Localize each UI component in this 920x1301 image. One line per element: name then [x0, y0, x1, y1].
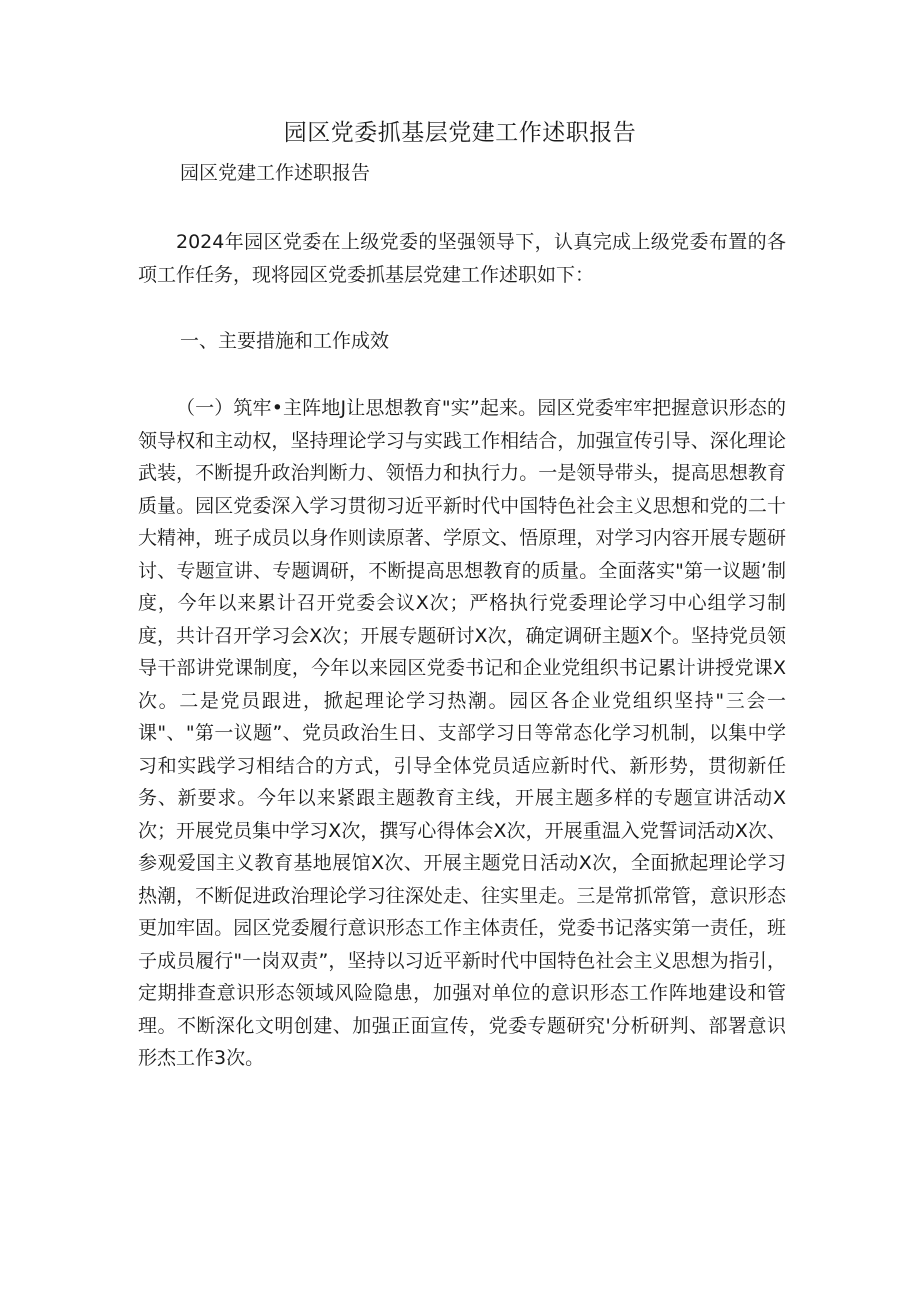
intro-paragraph: 2024年园区党委在上级党委的坚强领导下，认真完成上级党委布置的各项工作任务，现将园区党委抓基层党建工作述职如下： [138, 231, 786, 286]
document-subtitle: 园区党建工作述职报告 [180, 162, 371, 184]
document-title: 园区党委抓基层党建工作述职报告 [283, 120, 637, 146]
section-heading: 一、主要措施和工作成效 [180, 330, 390, 352]
section-paragraph: （一）筑牢•主阵地J让思想教育"实”起来。园区党委牢牢把握意识形态的领导权和主动权，坚持理论学习与实践工作相结合，加强宣传引导、深化理论武装，不断提升政治判断力、领悟力和执行力。一是领导带头，提高思想教育质量。园区党委深入学习贯彻习近平新时代中国特色社会主义思想和党的二十大精神，班子成员以身作则读原著、学原文、悟原理，对学习内容开展专题研讨、专题宣讲、专题调研，不断提高思想教育的质量。全面落实"第一议题’制度，今年以来累计召开党委会议X次；严格执行党委理论学习中心组学习制度，共计召开学习会X次；开展专题研讨X次，确定调研主题X个。坚持党员领导干部讲党课制度，今年以来园区党委书记和企业党组织书记累计讲授党课X次。二是党员跟进，掀起理论学习热潮。园区各企业党组织坚持"三会一课"、"第一议题”、党员政治生日、支部学习日等常态化学习机制，以集中学习和实践学习相结合的方式，引导全体党员适应新时代、新形势，贯彻新任务、新要求。今年以来紧跟主题教育主线，开展主题多样的专题宣讲活动X次；开展党员集中学习X次，撰写心得体会X次，开展重温入党誓词活动X次、参观爱国主义教育基地展馆X次、开展主题党日活动X次，全面掀起理论学习热潮，不断促进政治理论学习往深处走、往实里走。三是常抓常管，意识形态更加牢固。园区党委履行意识形态工作主体责任，党委书记落实第一责任，班子成员履行"一岗双责”，坚持以习近平新时代中国特色社会主义思想为指引，定期排查意识形态领域风险隐患，加强对单位的意识形态工作阵地建设和管理。不断深化文明创建、加强正面宣传，党委专题研究'分析研判、部署意识形杰工作3次。 [138, 397, 786, 1069]
